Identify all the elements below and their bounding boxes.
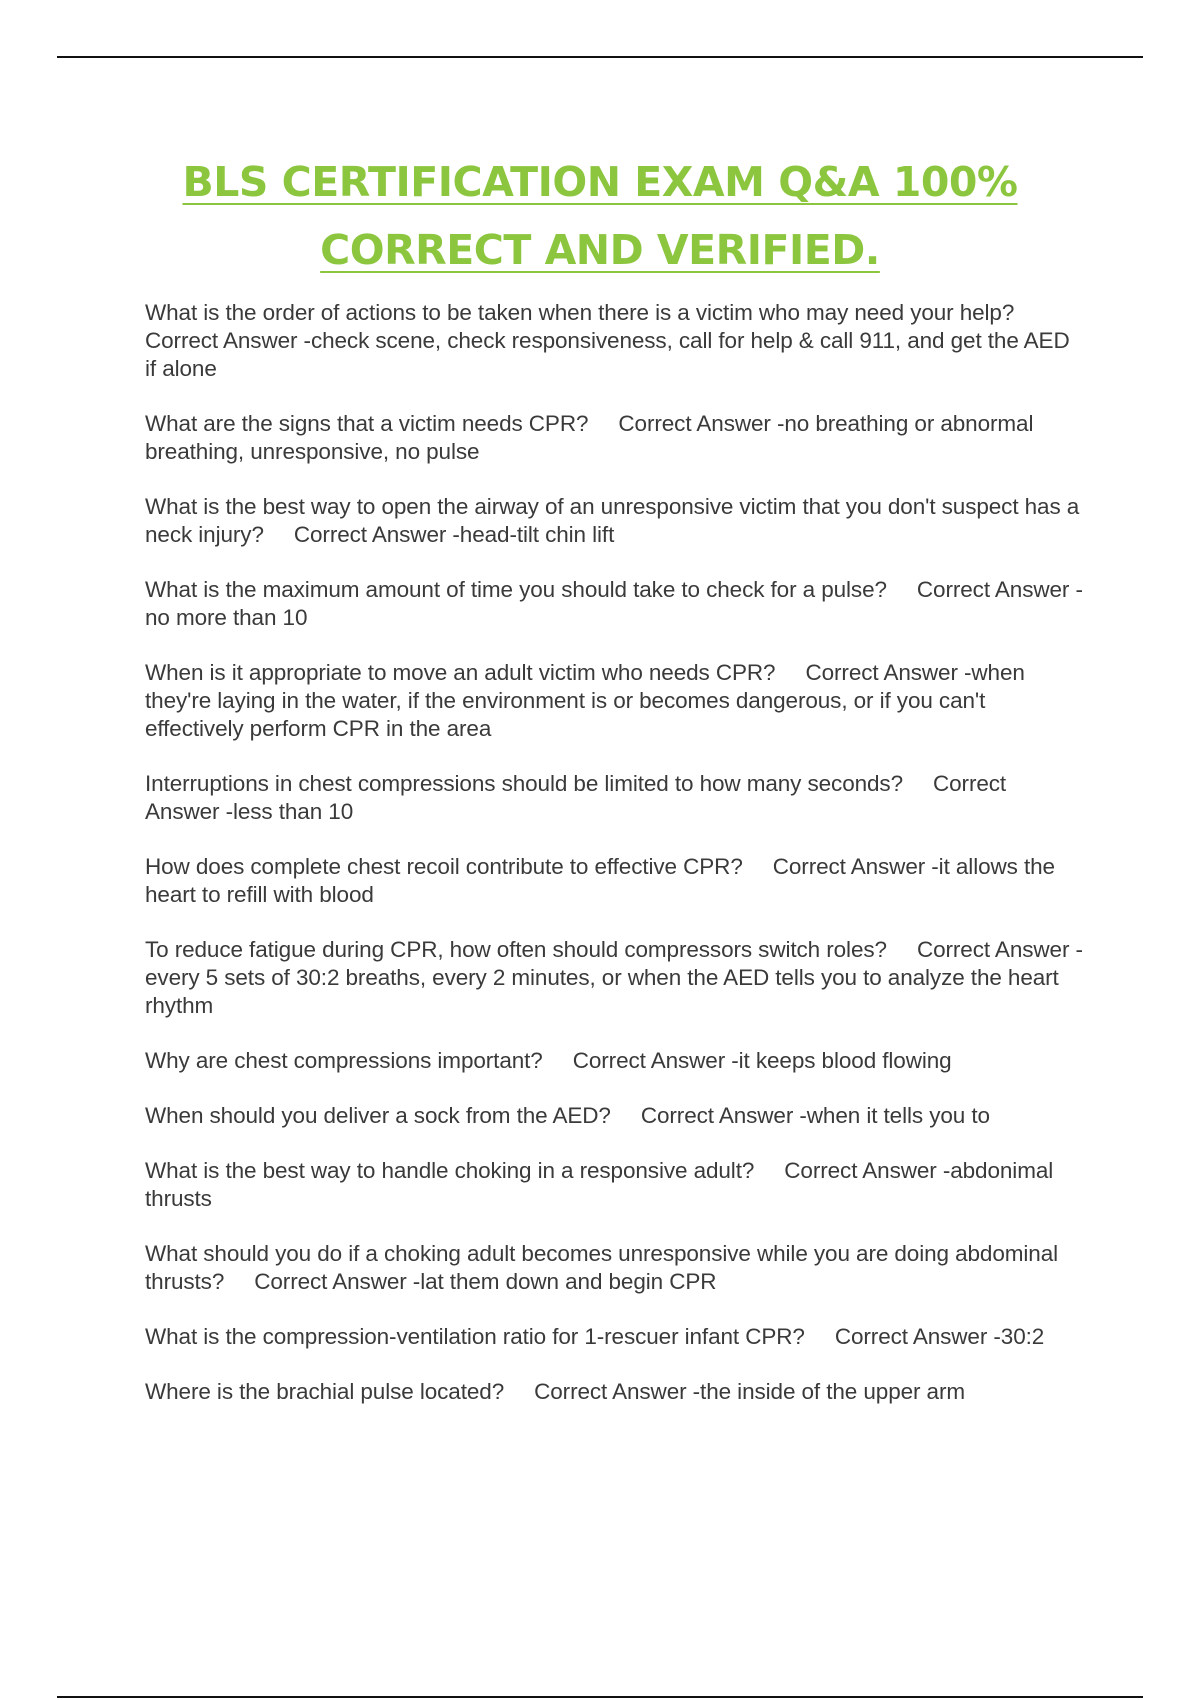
question-text: When is it appropriate to move an adult victim who needs CPR? (145, 660, 776, 685)
qa-item (145, 936, 1085, 1020)
bottom-rule (57, 1696, 1143, 1698)
answer-text: Correct Answer -head-tilt chin lift (293, 522, 615, 547)
qa-item (145, 1323, 1085, 1351)
qa-item (145, 299, 1085, 383)
question-text: What is the best way to handle choking in a responsive adult? (145, 1158, 755, 1183)
question-text: What is the maximum amount of time you should take to check for a pulse? (145, 577, 887, 602)
answer-text: Correct Answer -lat them down and begin CPR (254, 1269, 717, 1294)
qa-item (145, 1047, 1085, 1075)
question-text: Where is the brachial pulse located? (145, 1379, 505, 1404)
qa-item (145, 1157, 1085, 1213)
answer-text: Correct Answer -every 5 sets of 30:2 breaths, every 2 minutes, or when the AED tells you to analyze the heart rhythm (145, 937, 1083, 1018)
question-text: Why are chest compressions important? (145, 1048, 543, 1073)
question-text: What are the signs that a victim needs CPR? (145, 411, 589, 436)
question-text: Interruptions in chest compressions should be limited to how many seconds? (145, 771, 903, 796)
qa-item (145, 1102, 1085, 1130)
qa-item (145, 1378, 1085, 1406)
question-text: To reduce fatigue during CPR, how often should compressors switch roles? (145, 937, 887, 962)
qa-item (145, 770, 1085, 826)
question-text: What should you do if a choking adult becomes unresponsive while you are doing abdominal thrusts? (145, 1241, 1059, 1294)
qa-item (145, 853, 1085, 909)
answer-text: Correct Answer -abdonimal thrusts (145, 1158, 1054, 1211)
answer-text: Correct Answer -check scene, check responsiveness, call for help & call 911, and get the AED if alone (145, 328, 1070, 381)
qa-item (145, 410, 1085, 466)
answer-text: Correct Answer -it allows the heart to refill with blood (145, 854, 1055, 907)
question-text: What is the order of actions to be taken when there is a victim who may need your help? (145, 300, 1015, 325)
answer-text: Correct Answer -less than 10 (145, 771, 1007, 824)
answer-text: Correct Answer -when they're laying in the water, if the environment is or becomes dangerous, or if you can't effectively perform CPR in the area (145, 660, 1025, 741)
qa-list (145, 299, 1085, 1433)
answer-text: Correct Answer -no more than 10 (145, 577, 1083, 630)
question-text: What is the best way to open the airway of an unresponsive victim that you don't suspect has a neck injury? (145, 494, 1080, 547)
document-title (0, 148, 1200, 284)
answer-text: Correct Answer -the inside of the upper arm (534, 1379, 966, 1404)
qa-item (145, 1240, 1085, 1296)
title-line-1: BLS CERTIFICATION EXAM Q&A 100% (182, 158, 1018, 206)
question-text: What is the compression-ventilation ratio for 1-rescuer infant CPR? (145, 1324, 805, 1349)
question-text: When should you deliver a sock from the AED? (145, 1103, 611, 1128)
title-line-2: CORRECT AND VERIFIED. (320, 226, 880, 274)
answer-text: Correct Answer -when it tells you to (640, 1103, 990, 1128)
qa-item (145, 576, 1085, 632)
qa-item (145, 659, 1085, 743)
answer-text: Correct Answer -it keeps blood flowing (572, 1048, 952, 1073)
answer-text: Correct Answer -no breathing or abnormal breathing, unresponsive, no pulse (145, 411, 1034, 464)
qa-item (145, 493, 1085, 549)
top-rule (57, 56, 1143, 58)
answer-text: Correct Answer -30:2 (834, 1324, 1045, 1349)
question-text: How does complete chest recoil contribute to effective CPR? (145, 854, 743, 879)
